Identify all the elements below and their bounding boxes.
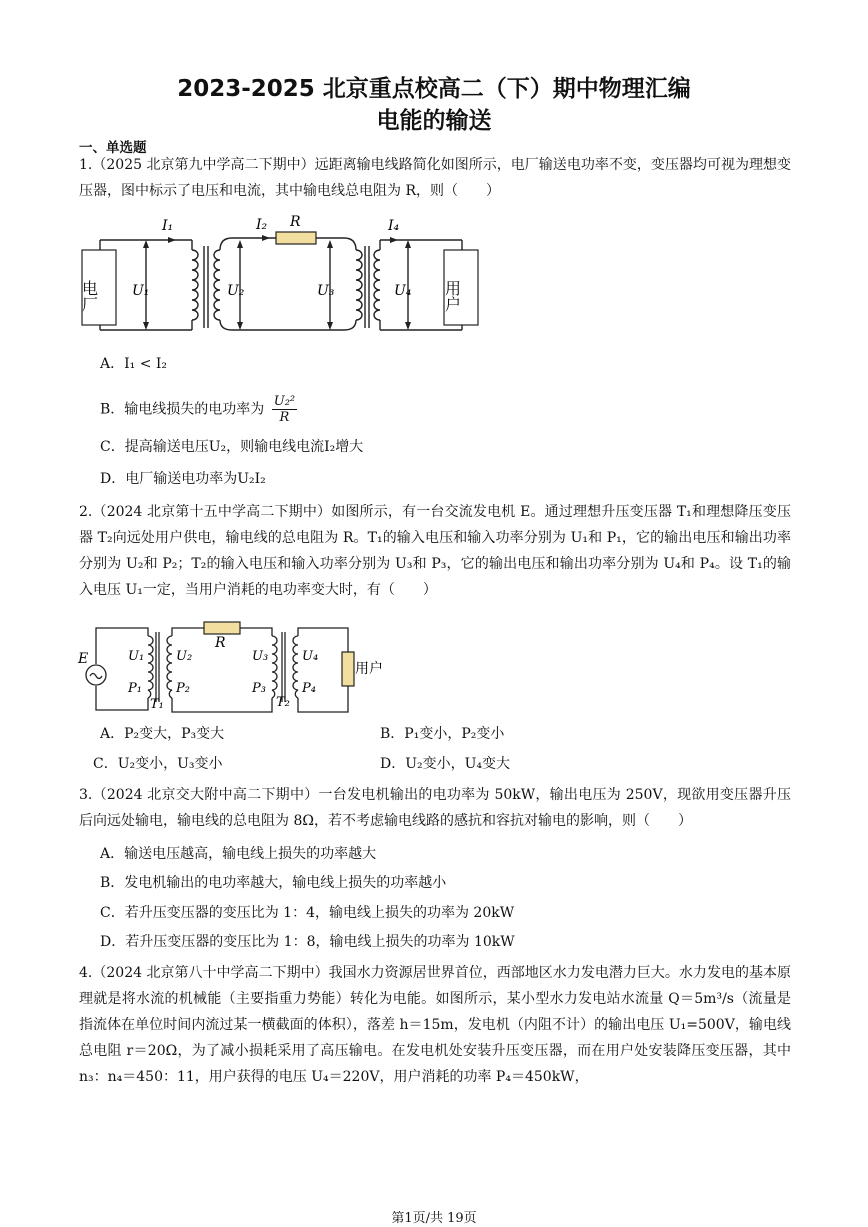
q1-label-u3: U₃ [317,283,335,299]
q2-label-p4: P₄ [302,681,316,696]
q1-circuit-diagram [80,210,480,340]
page-footer: 第1页/共 19页 [391,1211,477,1226]
q1-option-a[interactable]: A．I₁ < I₂ [100,356,168,372]
question-2-text: 2.（2024 北京第十五中学高二下期中）如图所示，有一台交流发电机 E。通过理想升压变压器 T₁和理想降压变压器 T₂向远处用户供电，输电线的总电阻为 R。T₁的输入电压和输入功率分别为 U₁和 P₁，它的输出电压和输出功率分别为 U₂和 P₂；T₂的输入电压和输入功率分别为 U₃和 P₃，它的输出电压和输出功率分别为 U₄和 P₄。设 T₁的输入电压 U₁一定，当用户消耗的电功率变大时，有（ ） [79,504,791,598]
q1-label-u4: U₄ [394,283,412,299]
q1-option-b-text: B．输电线损失的电功率为 [100,401,265,418]
q2-user-load [342,652,354,686]
q1-label-u1: U₁ [132,283,150,299]
q1-option-b-numerator: U₂² [273,394,296,409]
section-heading: 一、单选题 [79,140,147,156]
q1-resistor [276,232,316,244]
q2-label-u4: U₄ [302,649,319,664]
q2-label-e: E [78,651,89,667]
q1-option-b[interactable] [100,394,297,434]
question-3-text: 3.（2024 北京交大附中高二下期中）一台发电机输出的电功率为 50kW，输出电压为 250V，现欲用变压器升压后向远处输电，输电线的总电阻为 8Ω，若不考虑输电线路的感抗和容抗对输电的影响，则（ ） [79,787,791,829]
q2-circuit-diagram [76,616,396,716]
q1-label-plant: 电厂 [80,280,99,312]
q1-label-i2: I₂ [256,217,268,233]
q2-label-t2: T₂ [276,695,290,710]
q1-label-r: R [290,214,301,230]
question-4-text: 4.（2024 北京第八十中学高二下期中）我国水力资源居世界首位，西部地区水力发电潜力巨大。水力发电的基本原理就是将水流的机械能（主要指重力势能）转化为电能。如图所示，某小型水力发电站水流量 Q＝5m³/s（流量是指流体在单位时间内流过某一横截面的体积），落差 h＝15m，发电机（内阻不计）的输出电压 U₁=500V，输电线总电阻 r＝20Ω，为了减小损耗采用了高压输电。在发电机处安装升压变压器，而在用户处安装降压变压器，其中 n₃：n₄＝450：11，用户获得的电压 U₄＝220V，用户消耗的功率 P₄＝450kW， [79,965,791,1085]
q2-label-u3: U₃ [252,649,269,664]
q2-option-d[interactable]: D．U₂变小，U₄变大 [380,756,511,772]
q1-option-c[interactable]: C．提高输送电压U₂，则输电线电流I₂增大 [100,439,364,455]
q1-option-b-fraction [272,394,297,425]
q2-label-p3: P₃ [252,681,266,696]
document-subtitle: 电能的输送 [376,108,492,134]
q2-option-b[interactable]: B．P₁变小，P₂变小 [380,726,505,742]
q1-label-i1: I₁ [162,218,174,234]
q3-option-a[interactable]: A．输送电压越高，输电线上损失的功率越大 [100,846,377,862]
q3-option-b[interactable]: B．发电机输出的电功率越大，输电线上损失的功率越小 [100,875,447,891]
q2-option-c[interactable]: C．U₂变小，U₃变小 [93,756,223,772]
question-1-text: 1.（2025 北京第九中学高二下期中）远距离输电线路简化如图所示，电厂输送电功率不变，变压器均可视为理想变压器，图中标示了电压和电流，其中输电线总电阻为 R，则（ ） [79,157,791,199]
q2-resistor [204,622,240,634]
q2-label-p2: P₂ [176,681,190,696]
q2-label-r: R [215,635,226,651]
q1-label-user: 用户 [442,280,462,312]
q3-option-c[interactable]: C．若升压变压器的变压比为 1：4，输电线上损失的功率为 20kW [100,905,515,921]
q2-label-u2: U₂ [176,649,193,664]
q2-label-user: 用户 [355,661,383,677]
q3-option-d[interactable]: D．若升压变压器的变压比为 1：8，输电线上损失的功率为 10kW [100,934,515,950]
q1-option-d[interactable]: D．电厂输送电功率为U₂I₂ [100,471,266,487]
document-title: 2023-2025 北京重点校高二（下）期中物理汇编 [177,76,691,102]
q1-label-i4: I₄ [388,218,400,234]
q2-label-u1: U₁ [128,649,145,664]
q1-option-b-denominator: R [279,410,290,425]
q2-option-a[interactable]: A．P₂变大，P₃变大 [100,726,225,742]
q1-label-u2: U₂ [227,283,245,299]
q2-label-p1: P₁ [128,681,142,696]
q2-label-t1: T₁ [150,697,164,712]
